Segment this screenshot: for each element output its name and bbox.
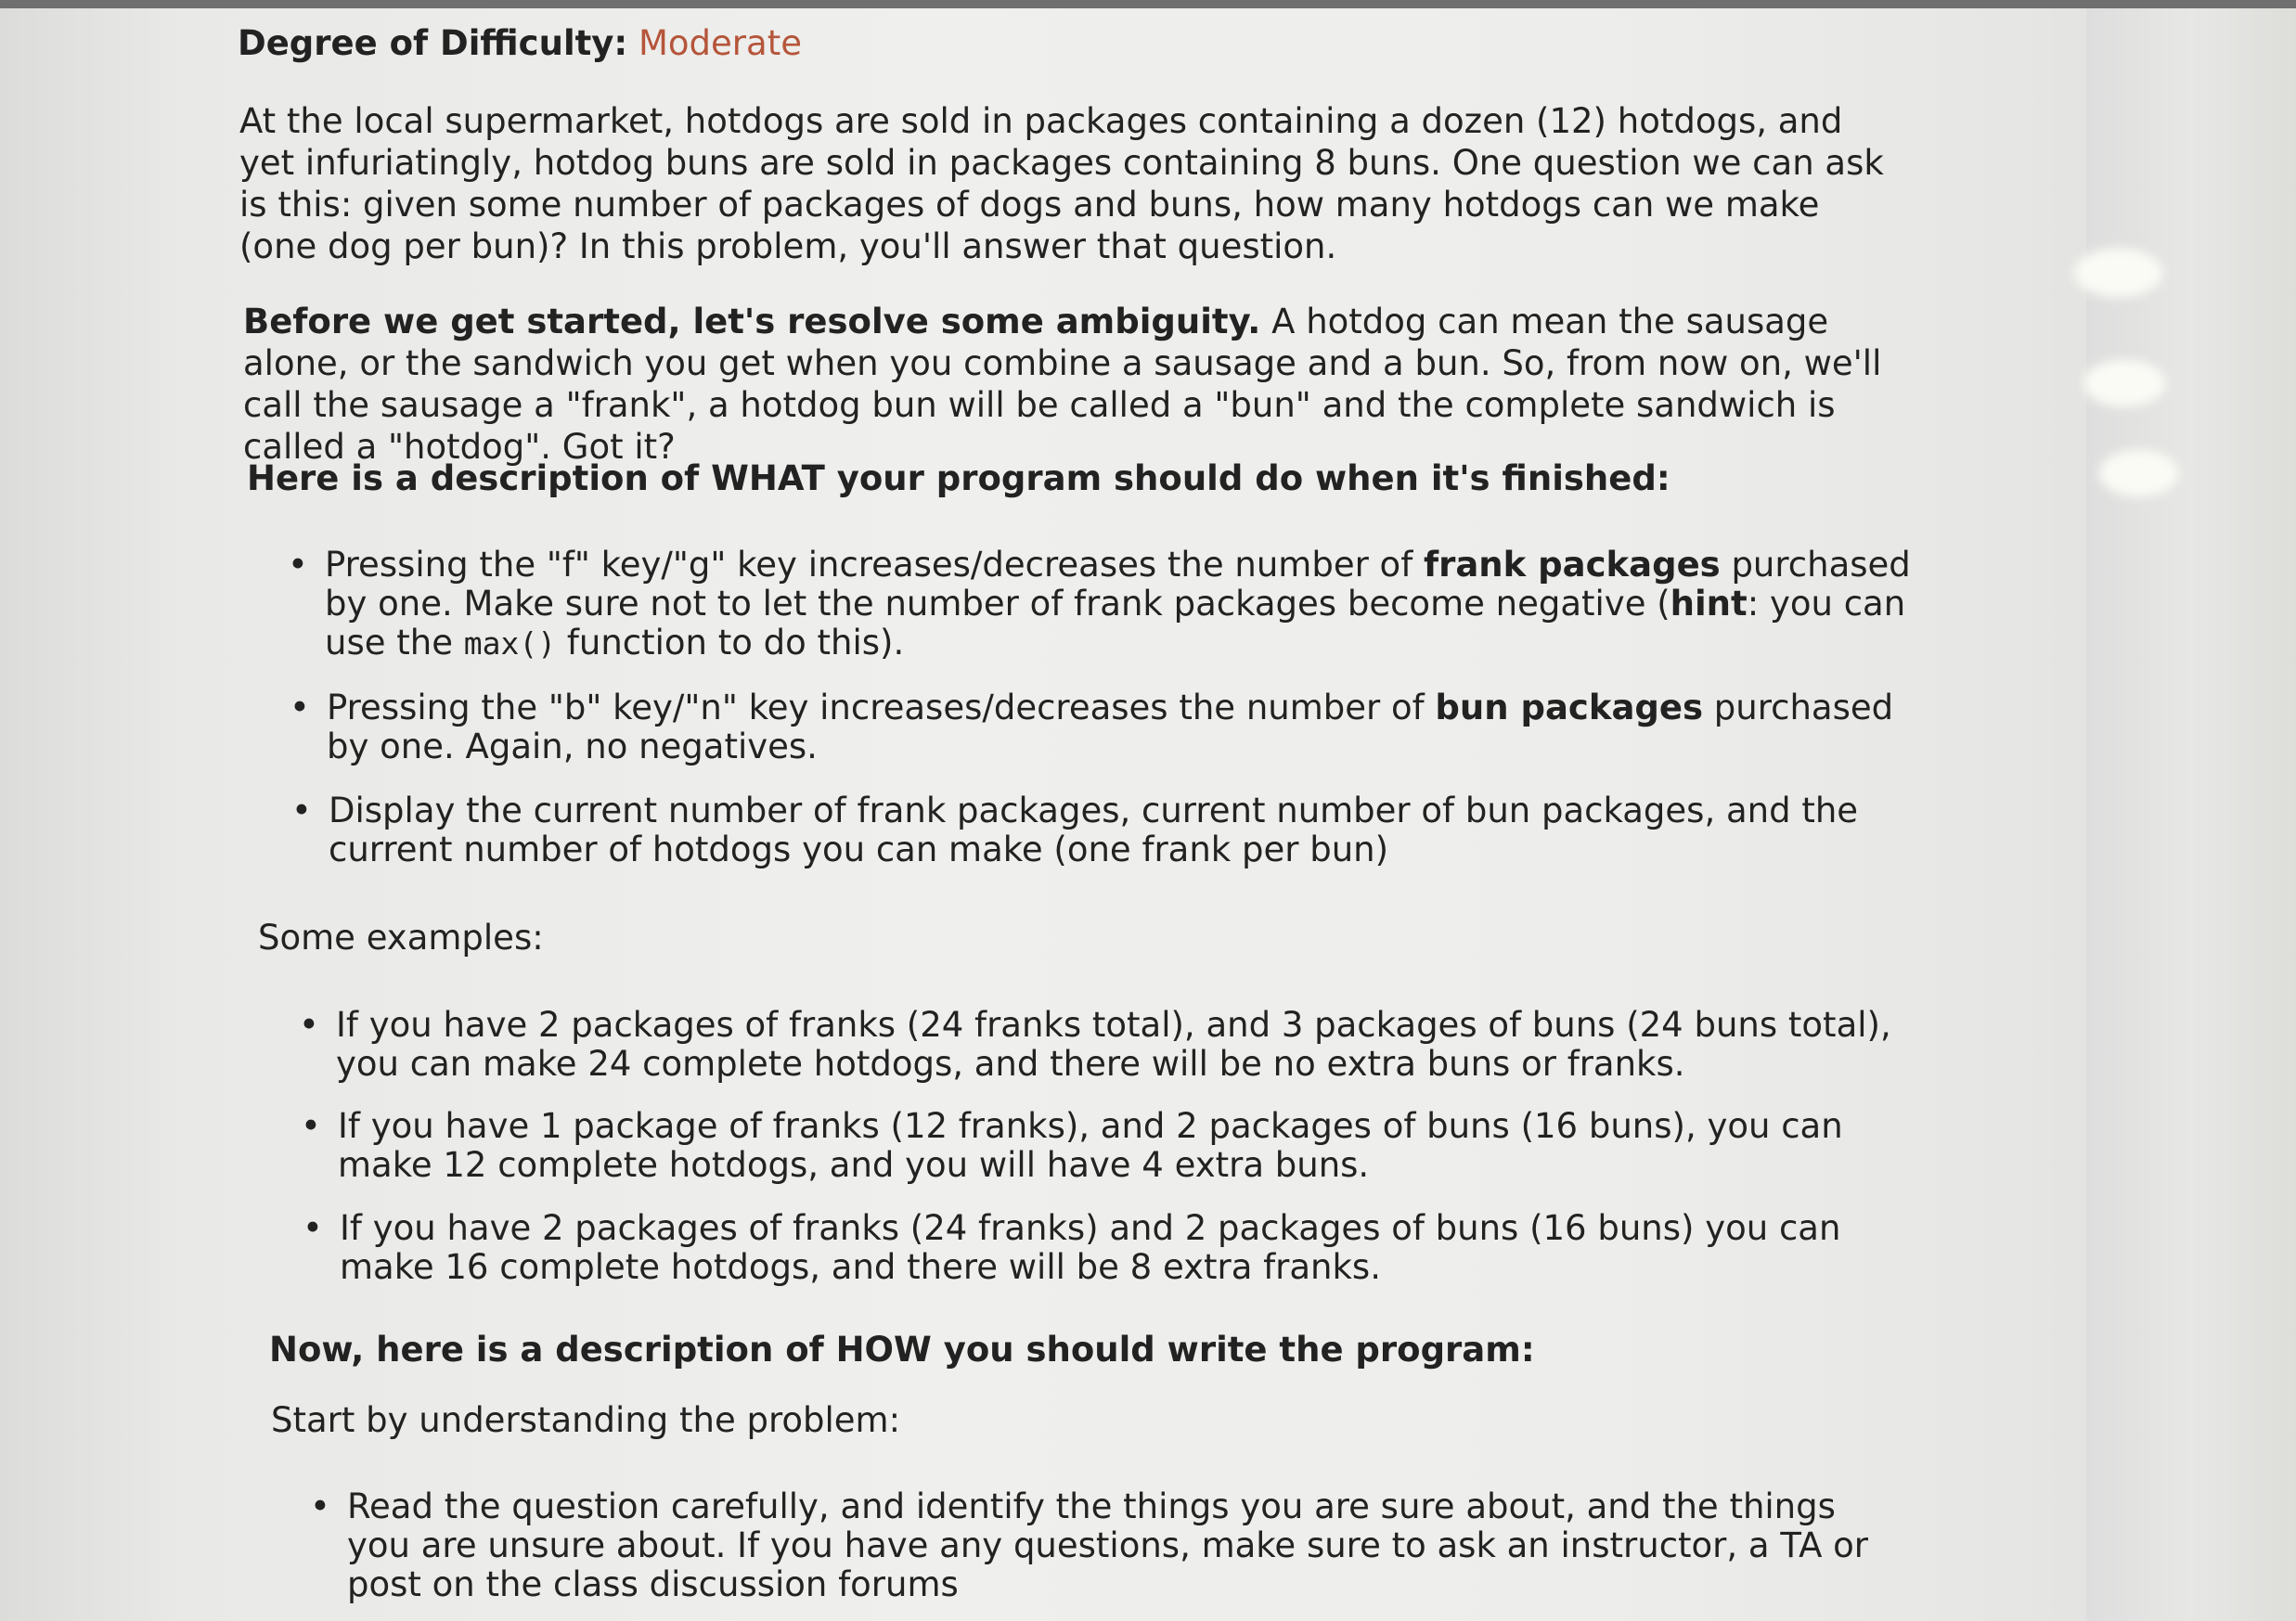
bullet: • bbox=[291, 791, 312, 830]
screen-glare bbox=[2074, 249, 2162, 297]
example-text: If you have 2 packages of franks (24 franks) and 2 packages of buns (16 buns) you can make 16 complete hotdogs, and there will be 8 extra franks. bbox=[340, 1208, 1841, 1287]
how-item bbox=[310, 1487, 1906, 1604]
ambiguity-text: A hotdog can mean the sausage alone, or the sandwich you get when you combine a sausage and a bun. So, from now on, we'll call the sausage a "frank", a hotdog bun will be called a "bun" and the complete sandwich is called a "hotdog". Got it? bbox=[243, 302, 1882, 467]
example-item bbox=[299, 1006, 1914, 1084]
bullet: • bbox=[290, 688, 310, 727]
what-item-text: function to do this). bbox=[556, 623, 905, 663]
what-item-text: Pressing the "f" key/"g" key increases/decreases the number of bbox=[325, 545, 1424, 585]
difficulty-line bbox=[238, 22, 802, 64]
bullet: • bbox=[299, 1005, 319, 1045]
example-text: If you have 2 packages of franks (24 franks total), and 3 packages of buns (24 buns total), you can make 24 complete hotdogs, and there will be no extra buns or franks. bbox=[336, 1005, 1891, 1084]
what-item bbox=[288, 546, 1921, 663]
bullet: • bbox=[303, 1208, 323, 1248]
hint-label: hint bbox=[1670, 584, 1748, 624]
examples-heading: Some examples: bbox=[258, 918, 544, 958]
difficulty-label: Degree of Difficulty: bbox=[238, 23, 628, 63]
ambiguity-paragraph bbox=[243, 301, 1895, 468]
what-item-text: purchased by one. Again, no negatives. bbox=[327, 688, 1894, 766]
example-item bbox=[301, 1107, 1915, 1185]
what-heading: Here is a description of WHAT your program should do when it's finished: bbox=[247, 458, 1670, 498]
bullet: • bbox=[301, 1106, 321, 1146]
screen-glare bbox=[2083, 360, 2165, 406]
screen-glare bbox=[2099, 450, 2178, 496]
how-heading: Now, here is a description of HOW you should write the program: bbox=[269, 1330, 1535, 1370]
bullet: • bbox=[288, 545, 308, 585]
code-max: max() bbox=[463, 625, 557, 662]
ambiguity-lead: Before we get started, let's resolve some ambiguity. bbox=[243, 302, 1261, 341]
what-item-text: Display the current number of frank packages, current number of bun packages, and the current number of hotdogs you can make (one frank per bun) bbox=[329, 791, 1859, 869]
how-item-text: Read the question carefully, and identify the things you are sure about, and the things you are unsure about. If you have any questions, make sure to ask an instructor, a TA or post on the class discussion forums bbox=[347, 1486, 1869, 1604]
bullet: • bbox=[310, 1486, 330, 1526]
what-item-emphasis: bun packages bbox=[1435, 688, 1704, 727]
intro-paragraph: At the local supermarket, hotdogs are sold in packages containing a dozen (12) hotdogs, and yet infuriatingly, hotdog buns are sold in packages containing 8 buns. One question we can ask is this: given some number of packages of dogs and buns, how many hotdogs can we make (one dog per bun)? In this problem, you'll answer that question. bbox=[239, 101, 1884, 266]
difficulty-value: Moderate bbox=[638, 23, 802, 63]
what-item-emphasis: frank packages bbox=[1423, 545, 1721, 585]
start-text: Start by understanding the problem: bbox=[271, 1400, 901, 1440]
example-text: If you have 1 package of franks (12 franks), and 2 packages of buns (16 buns), you can make 12 complete hotdogs, and you will have 4 extra buns. bbox=[338, 1106, 1843, 1185]
top-bar bbox=[0, 0, 2296, 8]
what-item bbox=[290, 688, 1923, 766]
what-item-text: Pressing the "b" key/"n" key increases/decreases the number of bbox=[327, 688, 1436, 727]
what-item-text: purchased by one. Make sure not to let the number of frank packages become negative ( bbox=[325, 545, 1911, 624]
what-item bbox=[291, 791, 1921, 869]
what-item-text: : you can use the bbox=[325, 584, 1906, 663]
example-item bbox=[303, 1209, 1917, 1287]
